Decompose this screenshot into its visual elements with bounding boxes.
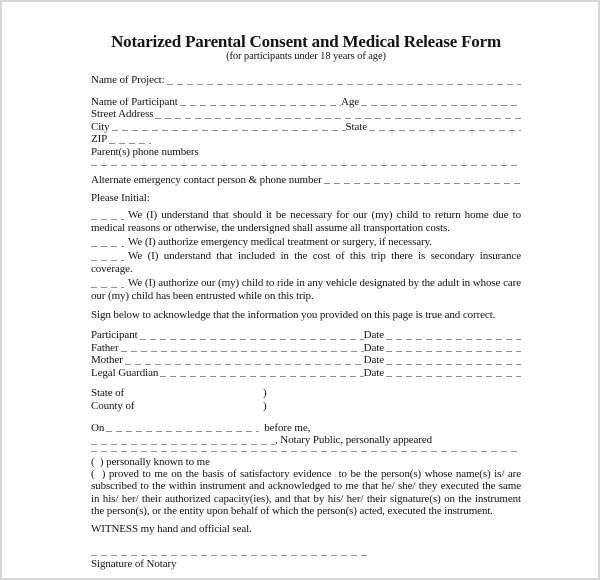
county-of-paren: ) bbox=[263, 399, 267, 412]
initial-items bbox=[91, 209, 521, 302]
signature-fill-line bbox=[140, 339, 364, 340]
date-fill-line bbox=[386, 351, 521, 352]
initial-blank-line bbox=[91, 260, 124, 261]
initial-item: We (I) understand that included in the cost of this trip there is secondary insurance coverage. bbox=[91, 250, 521, 275]
project-fill-line bbox=[167, 84, 521, 85]
state-of-paren: ) bbox=[263, 387, 267, 400]
county-of-label: County of bbox=[91, 399, 135, 412]
state-of-row bbox=[91, 387, 521, 400]
please-initial-heading: Please Initial: bbox=[91, 192, 150, 205]
participant-fill-line bbox=[180, 105, 341, 106]
zip-row bbox=[91, 133, 521, 146]
signature-row-father: Father Date bbox=[91, 342, 521, 355]
city-label: City bbox=[91, 120, 110, 133]
form-content bbox=[2, 2, 598, 570]
notary-signature-line bbox=[91, 555, 368, 556]
form-subtitle: (for participants under 18 years of age) bbox=[226, 51, 386, 62]
form-title: Notarized Parental Consent and Medical Release Form bbox=[111, 32, 501, 51]
street-label: Street Address bbox=[91, 108, 154, 121]
signature-fill-line bbox=[121, 351, 364, 352]
initial-blank-line bbox=[91, 287, 124, 288]
acknowledge-text: Sign below to acknowledge that the information you provided on this page is true and correct. bbox=[91, 309, 496, 321]
signature-row-participant: Participant Date bbox=[91, 329, 521, 342]
street-row bbox=[91, 108, 521, 121]
proved-evidence-paragraph: ( ) proved to me on the basis of satisfactory evidence to be the person(s) whose name(s) is/ are subscribed to the within instrument and acknowledged to me that he/ she/ they executed the same in his/ her/ their authorized capacity(ies), and that by his/ her/ their signature(s) on the instrument the person(s), or the entity upon behalf of which the person(s) acted, executed the instrument. bbox=[91, 467, 521, 517]
appeared-fill-line bbox=[91, 451, 521, 452]
state-fill-line bbox=[369, 130, 521, 131]
participant-label: Name of Participant bbox=[91, 95, 178, 108]
alternate-contact-row bbox=[91, 174, 521, 187]
before-me-label: before me, bbox=[264, 421, 311, 434]
zip-label: ZIP bbox=[91, 133, 108, 146]
initial-blank-line bbox=[91, 246, 124, 247]
witness-line: WITNESS my hand and official seal. bbox=[91, 523, 252, 536]
initial-item: We (I) authorize emergency medical treatment or surgery, if necessary. bbox=[91, 236, 521, 248]
venue-block bbox=[91, 387, 521, 412]
signature-of-notary-label: Signature of Notary bbox=[91, 558, 177, 571]
date-fill-line bbox=[386, 376, 521, 377]
parents-phone-label: Parent(s) phone numbers bbox=[91, 145, 199, 158]
notary-name-fill-line bbox=[91, 444, 275, 445]
age-label: Age bbox=[340, 95, 359, 108]
project-label: Name of Project: bbox=[91, 74, 165, 86]
initial-item: We (I) authorize our (my) child to ride in any vehicle designated by the adult in whose care our (my) child has been entrusted while on this trip. bbox=[91, 277, 521, 302]
county-of-row bbox=[91, 400, 521, 413]
on-label: On bbox=[91, 421, 105, 434]
signature-row-mother: Mother Date bbox=[91, 354, 521, 367]
age-fill-line bbox=[361, 105, 521, 106]
city-fill-line bbox=[112, 130, 346, 131]
personally-known-line: ( ) personally known to me bbox=[91, 455, 210, 468]
phone-fill-line bbox=[91, 165, 521, 166]
date-fill-line bbox=[386, 364, 521, 365]
city-row bbox=[91, 121, 521, 134]
signature-fill-line bbox=[125, 364, 364, 365]
date-fill-line bbox=[386, 339, 521, 340]
project-row bbox=[91, 74, 521, 87]
on-before-me-row bbox=[91, 422, 521, 435]
participant-row bbox=[91, 96, 521, 109]
initial-item: We (I) understand that should it be necessary for our (my) child to return home due to medical reasons or otherwise, the undersigned shall assume all transportation costs. bbox=[91, 209, 521, 234]
state-of-label: State of bbox=[91, 387, 125, 400]
state-label: State bbox=[345, 120, 367, 133]
notary-public-label: , Notary Public, personally appeared bbox=[275, 434, 433, 447]
notary-name-row bbox=[91, 434, 521, 447]
street-fill-line bbox=[155, 118, 521, 119]
parents-phone-row bbox=[91, 146, 521, 159]
signature-row-legal-guardian: Legal Guardian Date bbox=[91, 367, 521, 380]
initial-blank-line bbox=[91, 219, 124, 220]
signature-rows bbox=[91, 329, 521, 379]
zip-fill-line bbox=[109, 143, 151, 144]
alternate-contact-label: Alternate emergency contact person & phone number bbox=[91, 173, 322, 186]
alternate-contact-fill-line bbox=[324, 183, 521, 184]
date-blank-line bbox=[106, 431, 259, 432]
signature-fill-line bbox=[160, 376, 363, 377]
